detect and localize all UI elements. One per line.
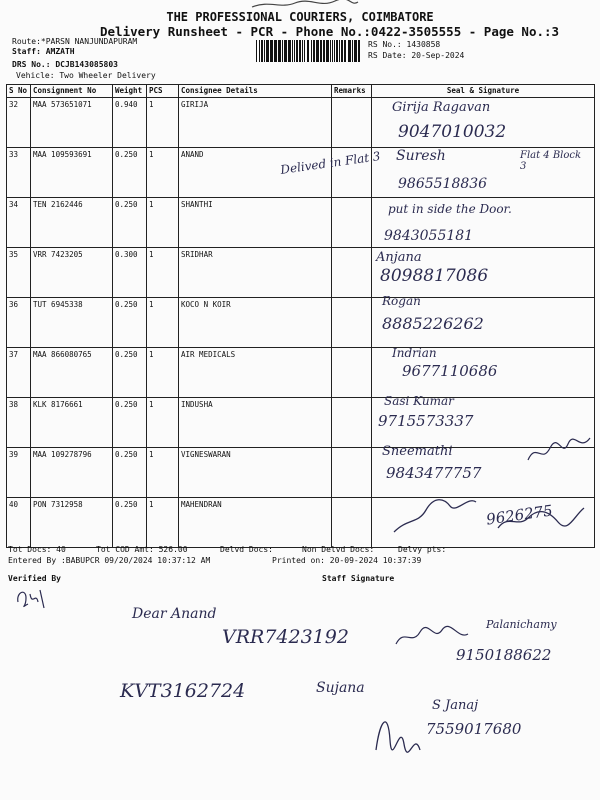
cell-weight: 0.250 [113,498,147,548]
col-header-weight: Weight [113,85,147,98]
bottom-note-line5: KVT3162724 [120,680,246,702]
table-row [7,248,595,298]
r33-handwriting-note: Delived in Flat 3 [279,149,382,177]
rs-date: RS Date: 20-Sep-2024 [368,51,465,60]
cell-consignment: MAA 109593691 [31,148,113,198]
cell-remarks [332,398,372,448]
cell-pcs: 1 [147,98,179,148]
cell-weight: 0.250 [113,398,147,448]
r37-handwriting-name: Indrian [392,346,437,360]
bottom-note-line3: Palanichamy [486,618,557,631]
cell-sno: 33 [7,148,31,198]
cell-consignee: ANAND [179,148,332,198]
r35-handwriting-name: Anjana [376,250,422,265]
non-delivered-docs: Non Delvd Docs: [302,545,375,554]
cell-sno: 40 [7,498,31,548]
r38-handwriting-name: Sasi Kumar [384,394,454,408]
cell-pcs: 1 [147,348,179,398]
company-title: THE PROFESSIONAL COURIERS, COIMBATORE [166,10,434,24]
verified-by-label: Verified By [8,574,61,583]
total-docs: Tot Docs: 40 [8,545,66,554]
total-cod-amount: Tot COD Amt: 526.00 [96,545,188,554]
verifier-signature-scribble [14,584,50,612]
cell-sno: 35 [7,248,31,298]
r38-handwriting-phone: 9715573337 [378,412,474,430]
cell-sno: 37 [7,348,31,398]
cell-consignment: TEN 2162446 [31,198,113,248]
r35-handwriting-phone: 8098817086 [380,266,489,286]
cell-sno: 39 [7,448,31,498]
cell-weight: 0.250 [113,298,147,348]
cell-consignment: VRR 7423205 [31,248,113,298]
r34-handwriting-phone: 9843055181 [384,228,474,244]
r32-handwriting-phone: 9047010032 [398,122,507,142]
cell-remarks [332,198,372,248]
r34-handwriting-note: put in side the Door. [388,202,512,216]
cell-pcs: 1 [147,298,179,348]
col-header-signature: Seal & Signature [372,85,595,98]
bottom-note-line7: S Janaj [432,698,479,713]
cell-pcs: 1 [147,248,179,298]
col-header-remarks: Remarks [332,85,372,98]
cell-consignee: KOCO N KOIR [179,298,332,348]
cell-consignee: VIGNESWARAN [179,448,332,498]
cell-weight: 0.250 [113,198,147,248]
cell-sno: 38 [7,398,31,448]
staff-text: Staff: AMZATH [12,47,75,56]
col-header-consignee: Consignee Details [179,85,332,98]
r37-handwriting-phone: 9677110686 [402,362,498,380]
cell-weight: 0.250 [113,348,147,398]
cell-sno: 32 [7,98,31,148]
cell-consignment: MAA 109278796 [31,448,113,498]
cell-consignment: PON 7312958 [31,498,113,548]
r33-handwriting-flat: Flat 4 Block 3 [520,150,582,172]
delivery-points: Delvy pts: [398,545,447,554]
vehicle-text: Vehicle: Two Wheeler Delivery [16,71,156,80]
table-row [7,348,595,398]
cell-weight: 0.250 [113,148,147,198]
r39-handwriting-phone: 9843477757 [386,464,482,482]
cell-consignee: GIRIJA [179,98,332,148]
cell-remarks [332,348,372,398]
col-header-sno: S No [7,85,31,98]
cell-consignee: SHANTHI [179,198,332,248]
top-scribble-icon [250,0,360,10]
cell-consignment: KLK 8176661 [31,398,113,448]
cell-pcs: 1 [147,398,179,448]
r36-handwriting-name: Rogan [382,294,421,308]
cell-consignment: MAA 866080765 [31,348,113,398]
table-header-row [7,85,595,98]
cell-remarks [332,498,372,548]
table-row [7,98,595,148]
cell-consignment: TUT 6945338 [31,298,113,348]
r40-handwriting-phone: 9626275 [485,501,554,529]
staff-signature-label: Staff Signature [322,574,395,583]
cell-remarks [332,248,372,298]
route-text: Route:*PARSN NANJUNDAPURAM [12,37,138,46]
col-header-consignment: Consignment No [31,85,113,98]
cell-weight: 0.300 [113,248,147,298]
r39-handwriting-name: Sneemathi [382,444,453,459]
r39-signature-scribble [524,430,594,470]
table-row [7,398,595,448]
bottom-note-line8: 7559017680 [426,720,522,738]
printed-on: Printed on: 20-09-2024 10:37:39 [272,556,422,565]
bottom-note-line2: VRR7423192 [222,626,349,648]
cell-pcs: 1 [147,198,179,248]
cell-remarks [332,448,372,498]
bottom-note-line1: Dear Anand [132,606,217,622]
bottom-note-line6: Sujana [316,680,365,696]
cell-remarks [332,298,372,348]
rs-number: RS No.: 1430858 [368,40,441,49]
r32-handwriting-name: Girija Ragavan [392,100,491,115]
barcode-image [256,40,360,62]
cell-consignee: MAHENDRAN [179,498,332,548]
cell-pcs: 1 [147,148,179,198]
runsheet-table [6,84,595,548]
cell-consignee: SRIDHAR [179,248,332,298]
cell-remarks [332,98,372,148]
cell-sno: 34 [7,198,31,248]
runsheet-subtitle: Delivery Runsheet - PCR - Phone No.:0422-3505555 - Page No.:3 [100,24,560,39]
cell-sno: 36 [7,298,31,348]
cell-pcs: 1 [147,448,179,498]
col-header-pcs: PCS [147,85,179,98]
cell-consignee: INDUSHA [179,398,332,448]
cell-pcs: 1 [147,498,179,548]
r33-handwriting-name: Suresh [396,148,446,164]
r33-handwriting-phone: 9865518836 [398,176,488,192]
bottom-note-line4: 9150188622 [456,646,552,664]
entered-by: Entered By :BABUPCR 09/20/2024 10:37:12 AM [8,556,211,565]
cell-weight: 0.940 [113,98,147,148]
drs-number: DRS No.: DCJB143085803 [12,60,118,69]
cell-consignee: AIR MEDICALS [179,348,332,398]
r36-handwriting-phone: 8885226262 [382,314,484,333]
delivered-docs: Delvd Docs: [220,545,273,554]
table-row [7,298,595,348]
bottom-signature-scribble-2 [370,700,430,760]
cell-weight: 0.250 [113,448,147,498]
cell-consignment: MAA 573651071 [31,98,113,148]
